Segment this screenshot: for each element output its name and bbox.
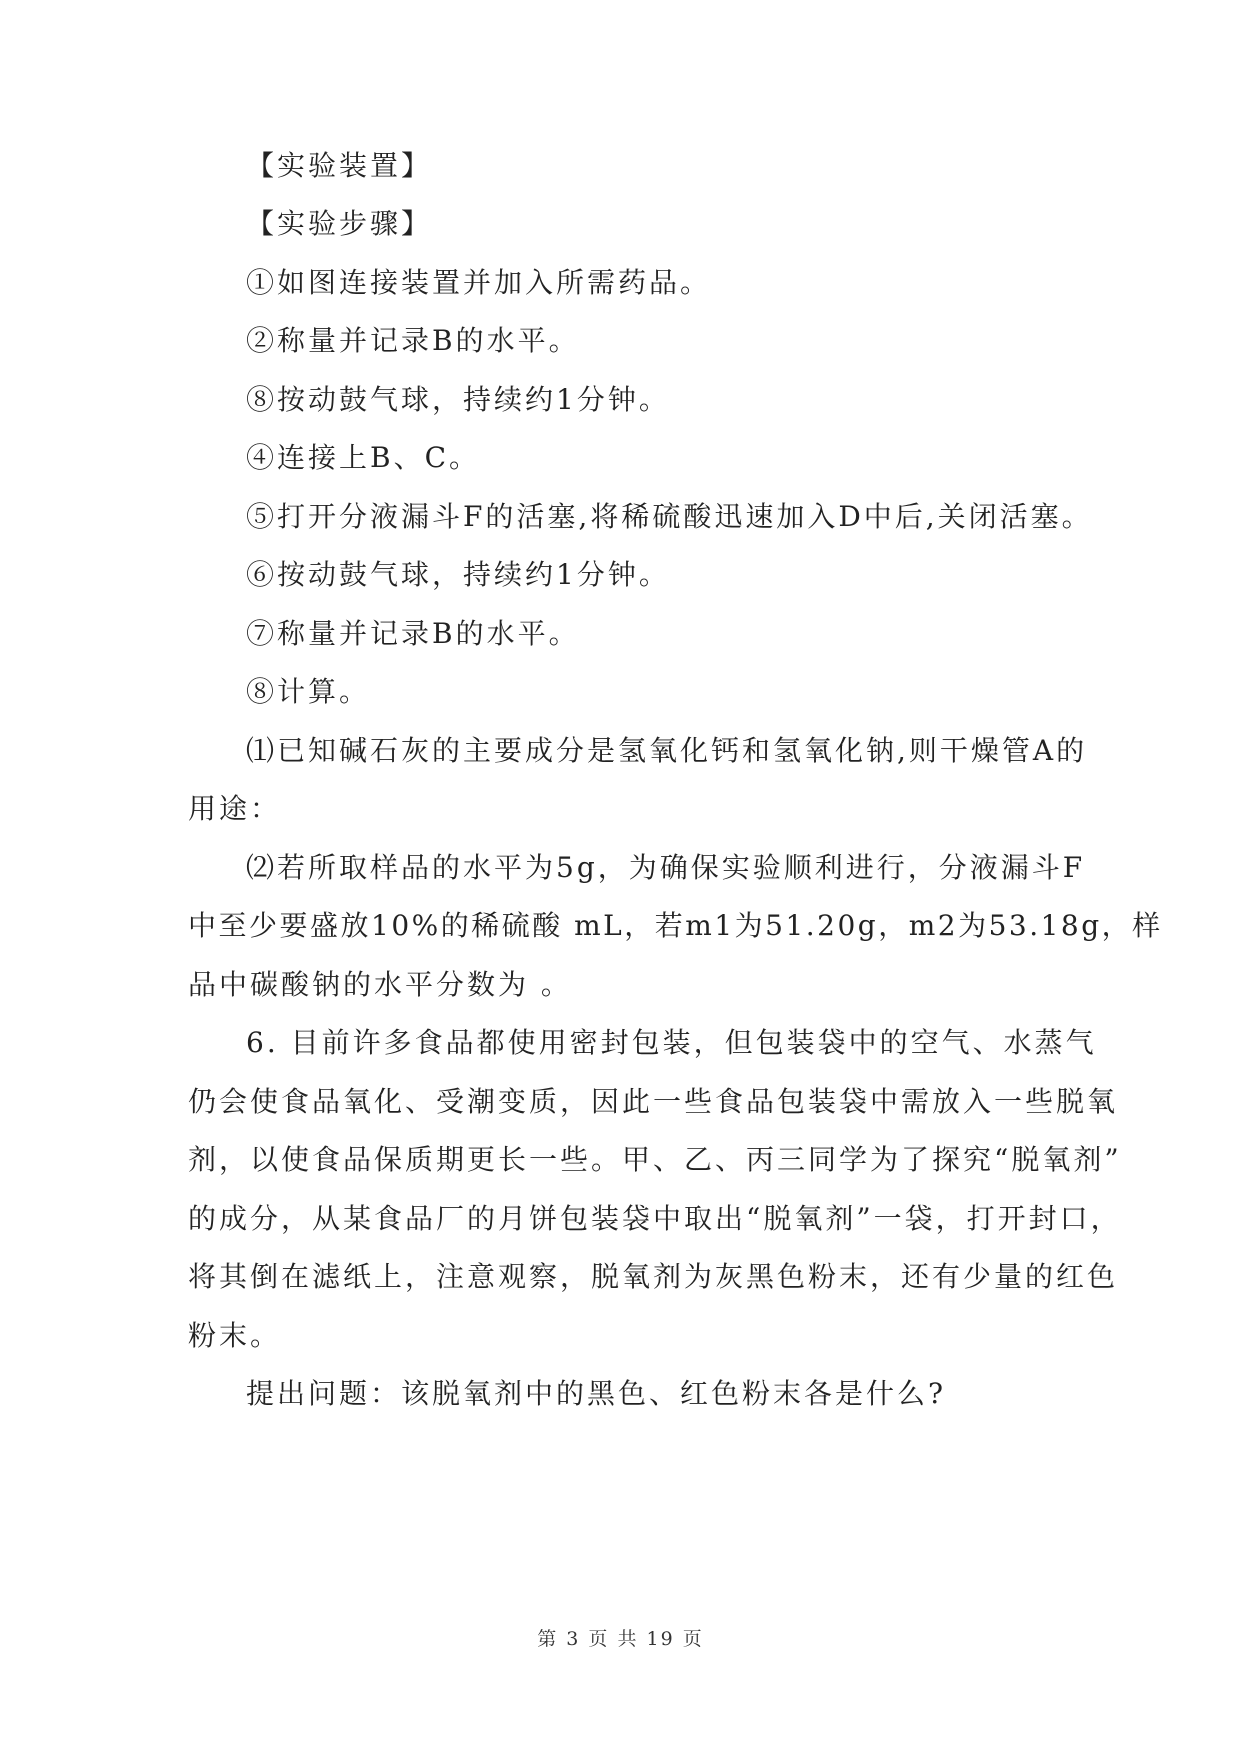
problem-6-line-6: 粉末。 [188, 1319, 282, 1352]
problem-6-line-3: 剂，以使食品保质期更长一些。甲、乙、丙三同学为了探究“脱氧剂” [188, 1143, 1122, 1176]
problem-6-line-5: 将其倒在滤纸上，注意观察，脱氧剂为灰黑色粉末，还有少量的红色 [188, 1260, 1119, 1293]
step-8: ⑧计算。 [246, 675, 371, 708]
problem-6-line-1: 6. 目前许多食品都使用密封包装，但包装袋中的空气、水蒸气 [246, 1026, 1097, 1059]
question-2-line-3: 品中碳酸钠的水平分数为 。 [188, 968, 572, 1001]
step-1: ①如图连接装置并加入所需药品。 [246, 266, 712, 299]
step-5: ⑤打开分液漏斗F的活塞,将稀硫酸迅速加入D中后,关闭活塞。 [246, 500, 1093, 533]
step-7: ⑦称量并记录B的水平。 [246, 617, 580, 650]
step-6: ⑥按动鼓气球，持续约1分钟。 [246, 558, 670, 591]
problem-6-line-2: 仍会使食品氧化、受潮变质，因此一些食品包装袋中需放入一些脱氧 [188, 1085, 1119, 1118]
step-3: ⑧按动鼓气球，持续约1分钟。 [246, 383, 670, 416]
question-raised: 提出问题：该脱氧剂中的黑色、红色粉末各是什么? [246, 1377, 947, 1410]
page-footer: 第 3 页 共 19 页 [537, 1628, 704, 1650]
question-2-line-1: ⑵若所取样品的水平为5g，为确保实验顺利进行，分液漏斗F [246, 851, 1086, 884]
question-1-line-2: 用途： [188, 792, 282, 825]
step-2: ②称量并记录B的水平。 [246, 324, 580, 357]
apparatus-heading: 【实验装置】 [246, 149, 433, 182]
question-1-line-1: ⑴已知碱石灰的主要成分是氢氧化钙和氢氧化钠,则干燥管A的 [246, 734, 1088, 767]
question-2-line-2: 中至少要盛放10%的稀硫酸 mL，若m1为51.20g，m2为53.18g，样 [188, 909, 1163, 942]
steps-heading: 【实验步骤】 [246, 207, 433, 240]
step-4: ④连接上B、C。 [246, 441, 481, 474]
problem-6-line-4: 的成分，从某食品厂的月饼包装袋中取出“脱氧剂”一袋，打开封口， [188, 1202, 1122, 1235]
